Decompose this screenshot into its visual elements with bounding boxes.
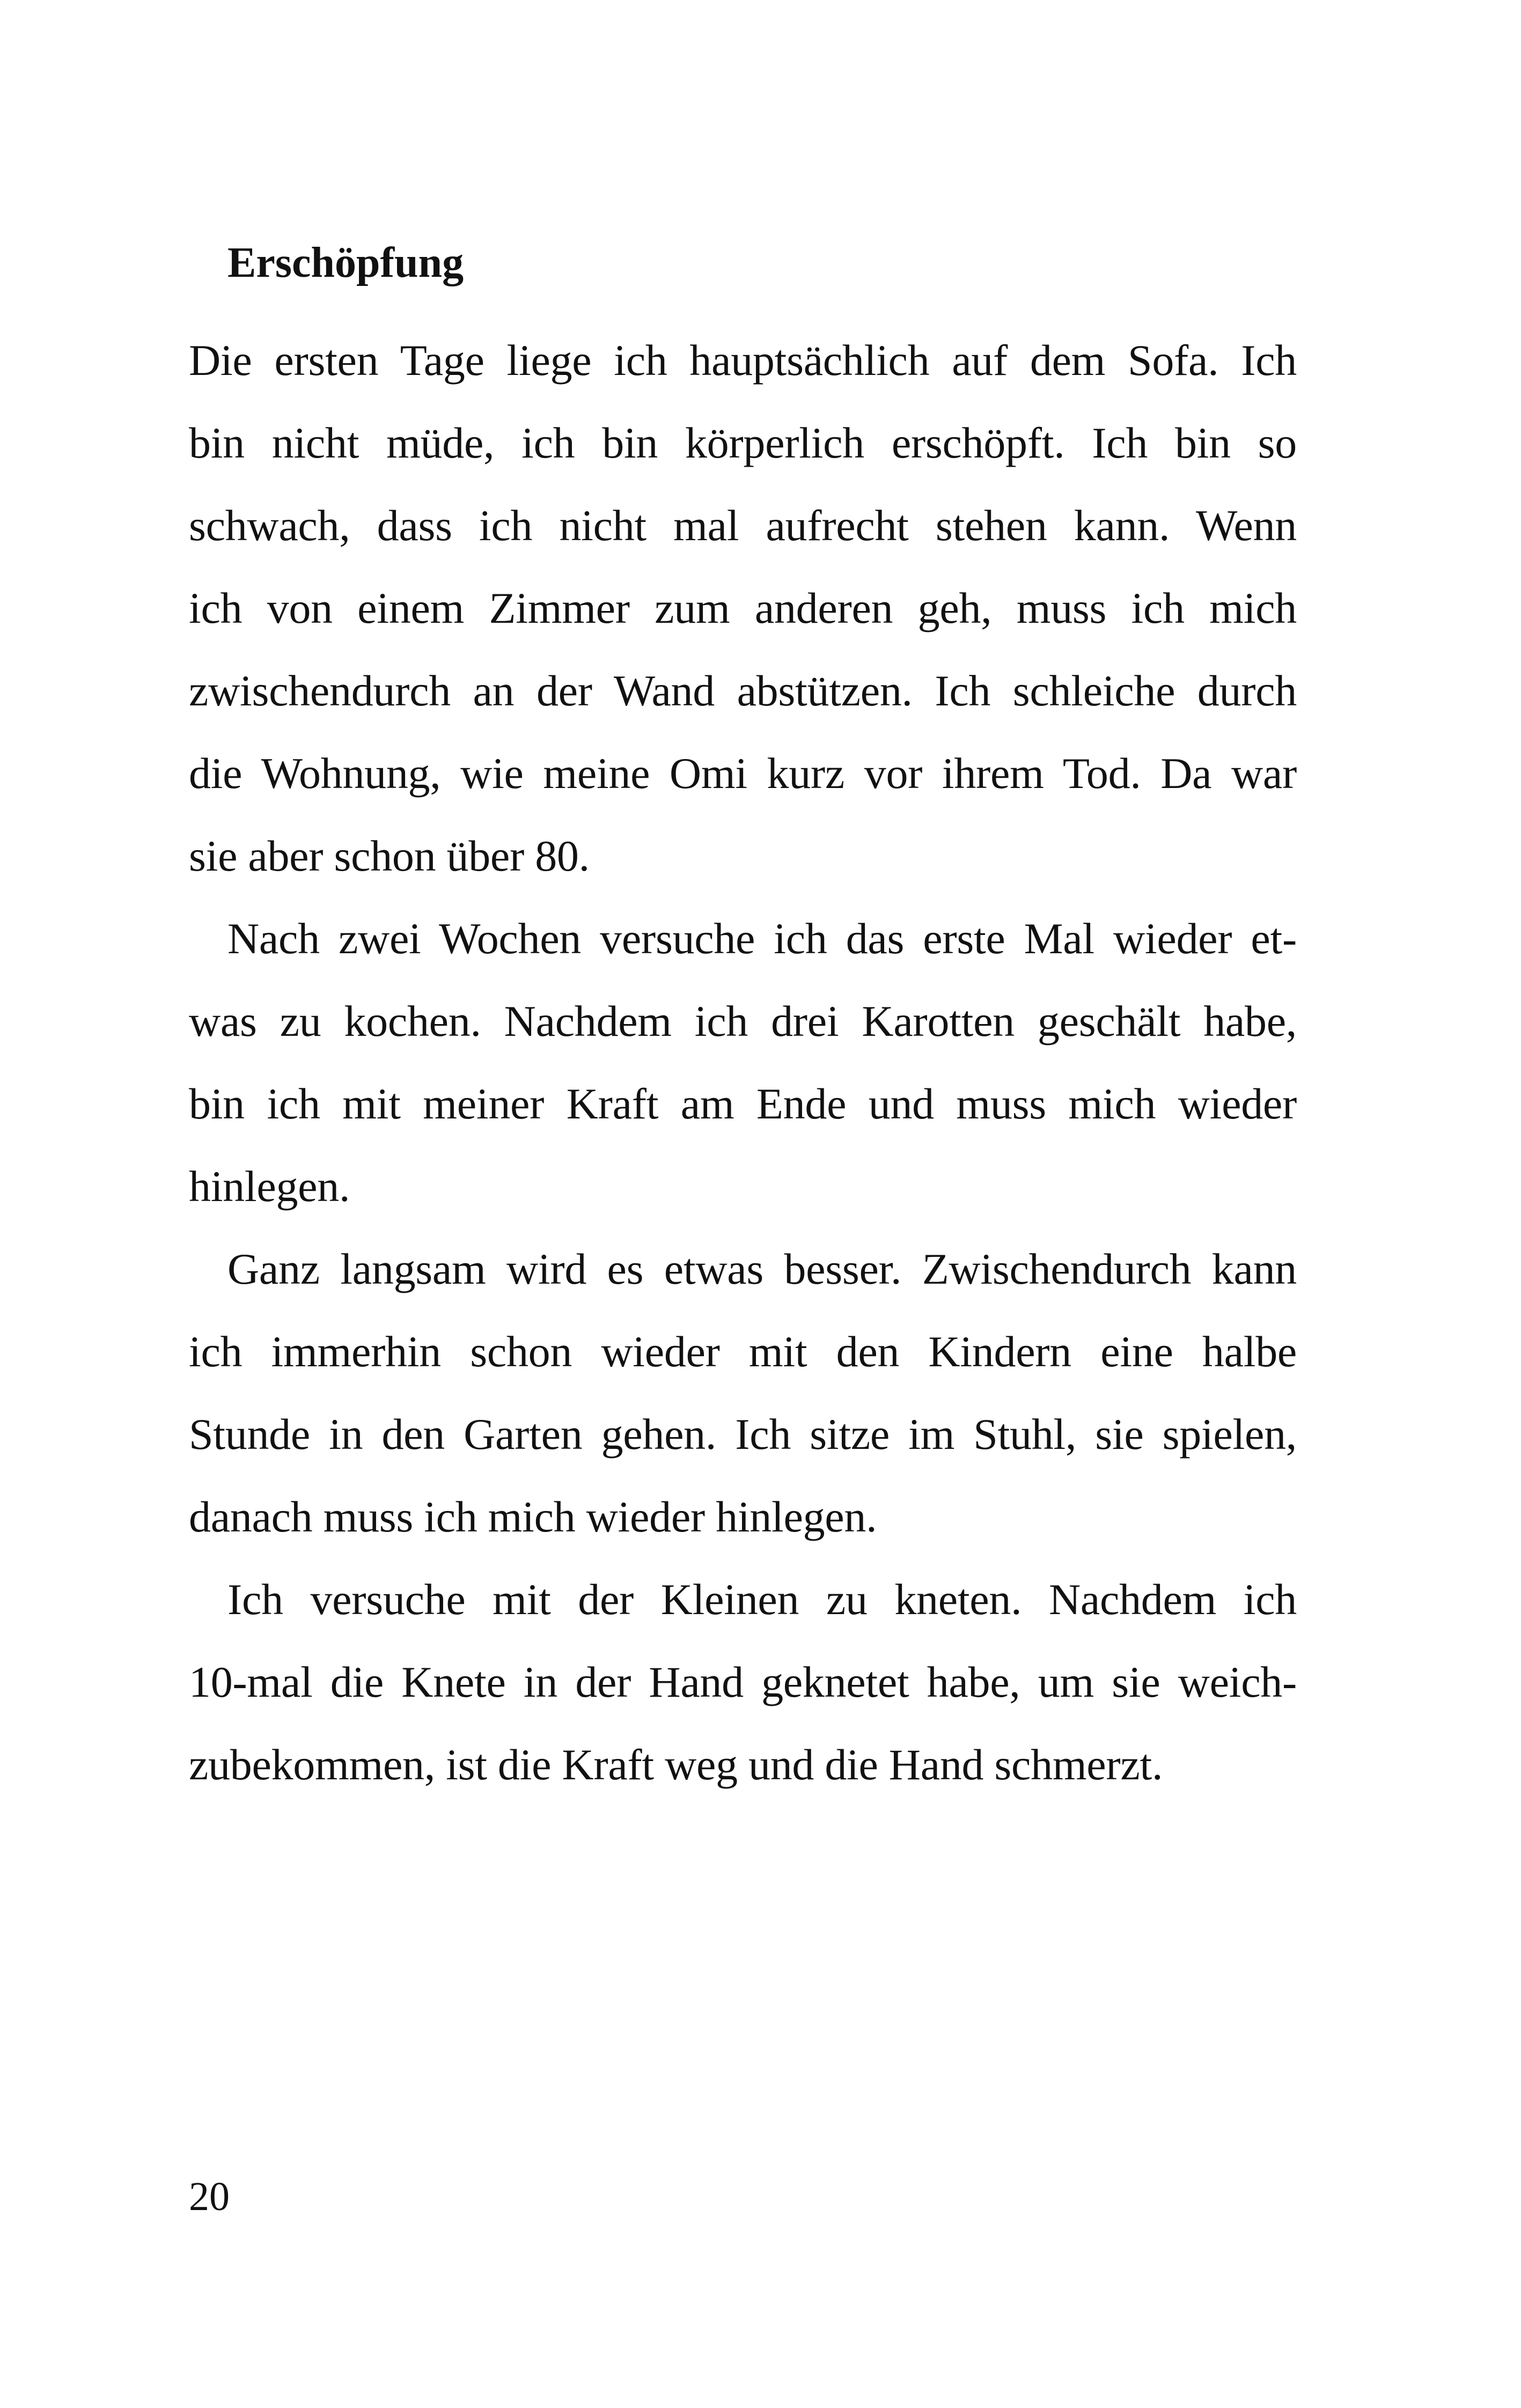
text-line: schwach, dass ich nicht mal aufrecht stehen kann. Wenn <box>189 501 1297 550</box>
text-line: hinlegen. <box>189 1162 350 1211</box>
paragraph-2 <box>189 897 1297 1228</box>
text-line: bin nicht müde, ich bin körperlich erschöpft. Ich bin so <box>189 418 1297 467</box>
text-line: zwischendurch an der Wand abstützen. Ich schleiche durch <box>189 666 1297 715</box>
section-heading: Erschöpfung <box>227 239 464 286</box>
text-line: die Wohnung, wie meine Omi kurz vor ihrem Tod. Da war <box>189 749 1297 798</box>
text-line: 10-mal die Knete in der Hand geknetet habe, um sie weich- <box>189 1658 1297 1706</box>
text-line: Ganz langsam wird es etwas besser. Zwischendurch kann <box>227 1244 1297 1293</box>
paragraph-3 <box>189 1228 1297 1558</box>
page-number: 20 <box>189 2174 230 2219</box>
text-line: ich immerhin schon wieder mit den Kindern eine halbe <box>189 1327 1297 1376</box>
text-line: Ich versuche mit der Kleinen zu kneten. Nachdem ich <box>227 1575 1297 1624</box>
text-line: Nach zwei Wochen versuche ich das erste Mal wieder et- <box>227 914 1297 963</box>
paragraph-4 <box>189 1558 1297 1806</box>
text-line: bin ich mit meiner Kraft am Ende und muss mich wieder <box>189 1079 1297 1128</box>
text-line: Die ersten Tage liege ich hauptsächlich auf dem Sofa. Ich <box>189 336 1297 385</box>
page-body <box>189 236 1297 1806</box>
text-line: sie aber schon über 80. <box>189 831 590 880</box>
paragraph-1 <box>189 319 1297 897</box>
text-line: was zu kochen. Nachdem ich drei Karotten geschält habe, <box>189 997 1297 1045</box>
text-line: zubekommen, ist die Kraft weg und die Hand schmerzt. <box>189 1740 1163 1789</box>
text-line: danach muss ich mich wieder hinlegen. <box>189 1492 877 1541</box>
text-line: ich von einem Zimmer zum anderen geh, muss ich mich <box>189 584 1297 632</box>
text-line: Stunde in den Garten gehen. Ich sitze im Stuhl, sie spielen, <box>189 1410 1297 1459</box>
